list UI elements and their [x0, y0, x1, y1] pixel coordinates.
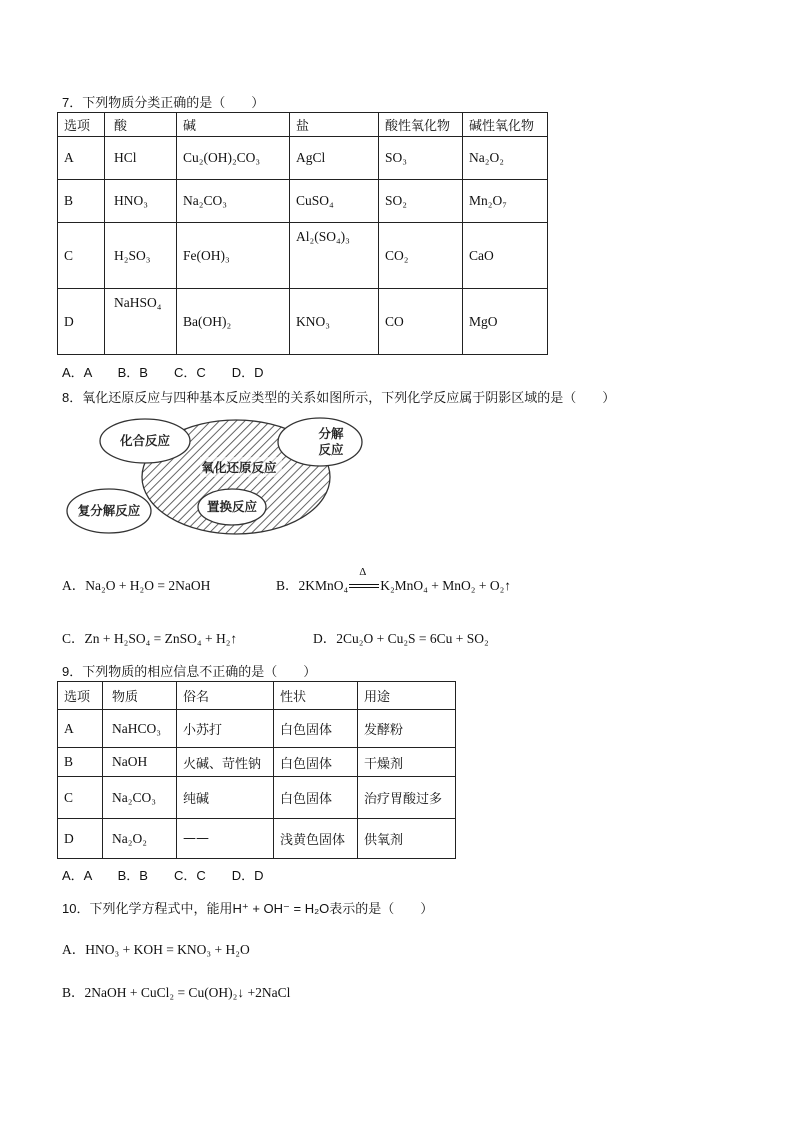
q7-cell-acidic-oxide: SO₃: [379, 137, 463, 180]
q7-cell-salt: Al₂(SO₄)₃: [290, 223, 379, 289]
q9-cell-use: 治疗胃酸过多: [358, 777, 456, 819]
table-row: [58, 180, 548, 223]
q7-header-base: 碱: [177, 113, 290, 137]
q7-cell-acidic-oxide: SO₂: [379, 180, 463, 223]
q9-cell-option: A: [58, 710, 103, 748]
q7-header-acid: 酸: [105, 113, 177, 137]
q8-option-b: [276, 566, 512, 594]
q7-cell-option: C: [58, 223, 105, 289]
q7-header-acidic-oxide: 酸性氧化物: [379, 113, 463, 137]
q7-cell-salt: KNO₃: [290, 289, 379, 355]
q9-cell-state: 浅黄色固体: [274, 819, 358, 859]
q9-choices: A．A B．B C．C D．D: [62, 868, 264, 883]
q8-stem: 8．氧化还原反应与四种基本反应类型的关系如图所示，下列化学反应属于阴影区域的是（ ）: [62, 390, 616, 405]
q9-cell-use: 干燥剂: [358, 748, 456, 777]
q9-cell-common-name: 小苏打: [177, 710, 274, 748]
q7-choices: A．A B．B C．C D．D: [62, 365, 264, 380]
q7-header-row: [58, 113, 548, 137]
combination-label: 化合反应: [119, 433, 171, 448]
q7-cell-base: Fe(OH)₃: [177, 223, 290, 289]
q9-cell-state: 白色固体: [274, 710, 358, 748]
q8-option-b-reactant: B．2KMnO₄: [276, 578, 349, 593]
q9-cell-substance: Na₂CO₃: [103, 777, 177, 819]
q7-cell-acid: NaHSO₄: [105, 289, 177, 355]
q9-cell-common-name: ——: [177, 819, 274, 859]
q9-header-substance: 物质: [103, 682, 177, 710]
reaction-type-venn-diagram: [60, 410, 380, 540]
q9-cell-option: D: [58, 819, 103, 859]
q8-option-a: A．Na₂O + H₂O = 2NaOH: [62, 578, 211, 593]
q7-cell-base: Na₂CO₃: [177, 180, 290, 223]
table-row: [58, 289, 548, 355]
q10-option-a: A．HNO₃ + KOH = KNO₃ + H₂O: [62, 942, 250, 957]
q9-header-state: 性状: [274, 682, 358, 710]
table-row: [58, 137, 548, 180]
q7-table: [57, 112, 548, 355]
q9-cell-state: 白色固体: [274, 777, 358, 819]
q7-header-option: 选项: [58, 113, 105, 137]
q7-cell-acid: H₂SO₃: [105, 223, 177, 289]
q7-cell-acidic-oxide: CO: [379, 289, 463, 355]
q7-cell-acid: HNO₃: [105, 180, 177, 223]
q9-cell-substance: Na₂O₂: [103, 819, 177, 859]
q7-cell-acid: HCl: [105, 137, 177, 180]
q7-cell-salt: AgCl: [290, 137, 379, 180]
q7-cell-basic-oxide: CaO: [463, 223, 548, 289]
table-row: [58, 710, 456, 748]
q9-cell-option: C: [58, 777, 103, 819]
q9-cell-substance: NaOH: [103, 748, 177, 777]
q9-cell-use: 供氧剂: [358, 819, 456, 859]
q9-cell-option: B: [58, 748, 103, 777]
displacement-label: 置换反应: [206, 499, 258, 514]
q9-header-common-name: 俗名: [177, 682, 274, 710]
q9-table: [57, 681, 456, 859]
q7-stem: 7．下列物质分类正确的是（ ）: [62, 95, 265, 110]
q7-cell-base: Cu₂(OH)₂CO₃: [177, 137, 290, 180]
q9-cell-state: 白色固体: [274, 748, 358, 777]
decomposition-label-line2: 反应: [318, 442, 344, 457]
table-row: [58, 748, 456, 777]
q10-option-b: B．2NaOH + CuCl₂ = Cu(OH)₂↓ +2NaCl: [62, 985, 291, 1000]
q9-cell-common-name: 火碱、苛性钠: [177, 748, 274, 777]
table-row: [58, 819, 456, 859]
heating-arrow: [349, 566, 379, 590]
q9-cell-use: 发酵粉: [358, 710, 456, 748]
q7-header-salt: 盐: [290, 113, 379, 137]
q9-stem: 9．下列物质的相应信息不正确的是（ ）: [62, 664, 317, 679]
q9-header-row: [58, 682, 456, 710]
double-decomposition-label: 复分解反应: [77, 503, 141, 518]
q8-option-c: C．Zn + H₂SO₄ = ZnSO₄ + H₂↑: [62, 631, 238, 646]
q9-cell-common-name: 纯碱: [177, 777, 274, 819]
q8-option-b-products: K₂MnO₄ + MnO₂ + O₂↑: [380, 578, 512, 593]
decomposition-label-line1: 分解: [318, 426, 344, 441]
q7-cell-basic-oxide: Na₂O₂: [463, 137, 548, 180]
q7-cell-salt: CuSO₄: [290, 180, 379, 223]
table-row: [58, 777, 456, 819]
q7-cell-option: B: [58, 180, 105, 223]
q7-cell-option: D: [58, 289, 105, 355]
q9-header-option: 选项: [58, 682, 103, 710]
heat-triangle-icon: Δ: [359, 566, 367, 578]
redox-label: 氧化还原反应: [201, 460, 277, 475]
q7-cell-base: Ba(OH)₂: [177, 289, 290, 355]
q9-header-use: 用途: [358, 682, 456, 710]
q8-option-d: D．2Cu₂O + Cu₂S = 6Cu + SO₂: [313, 631, 489, 646]
q7-cell-option: A: [58, 137, 105, 180]
q10-stem: 10．下列化学方程式中，能用H⁺ + OH⁻ = H₂O表示的是（ ）: [62, 901, 434, 916]
q7-header-basic-oxide: 碱性氧化物: [463, 113, 548, 137]
q7-cell-acidic-oxide: CO₂: [379, 223, 463, 289]
q9-cell-substance: NaHCO₃: [103, 710, 177, 748]
q7-cell-basic-oxide: MgO: [463, 289, 548, 355]
table-row: [58, 223, 548, 289]
q7-cell-basic-oxide: Mn₂O₇: [463, 180, 548, 223]
